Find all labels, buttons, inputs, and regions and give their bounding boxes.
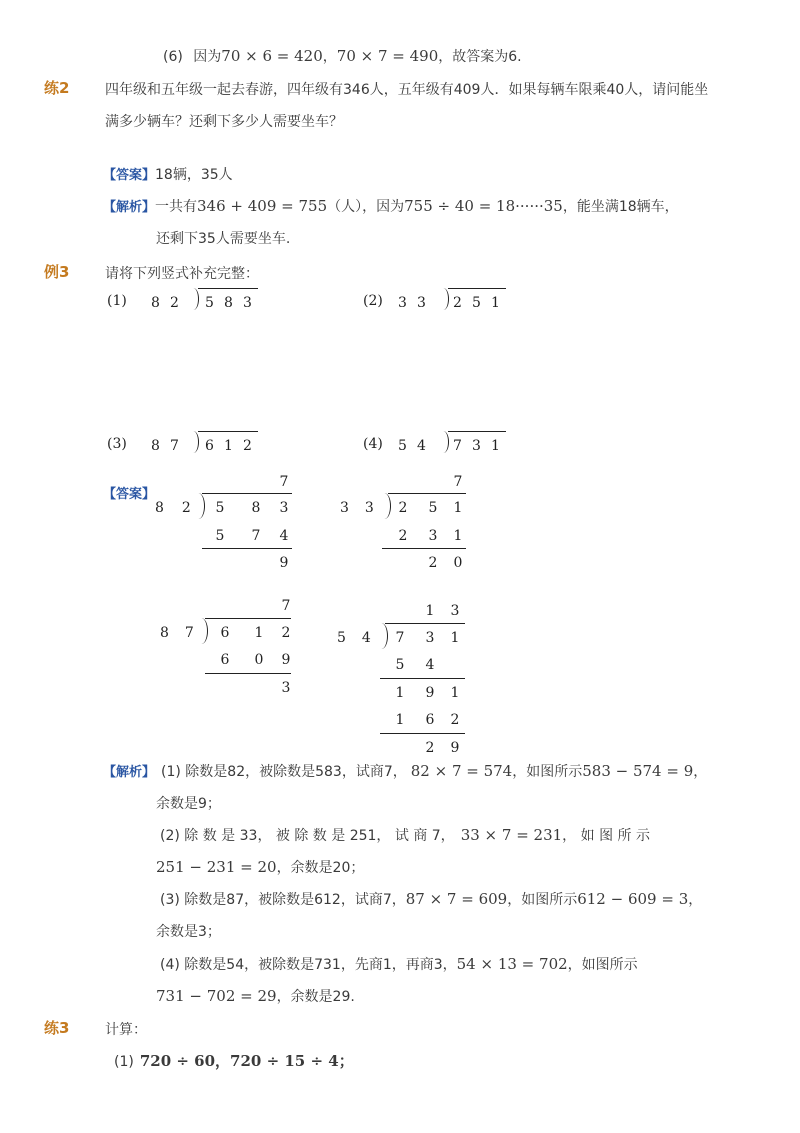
exercise-tag: 练2 (44, 79, 70, 97)
exercise-prompt: 计算： (105, 1022, 147, 1038)
subtraction-line (380, 678, 465, 679)
analysis-line-2: 余数是9； (156, 796, 221, 812)
digit: 3 (279, 500, 289, 516)
solution-row (385, 712, 465, 728)
digit: 5 (395, 657, 405, 673)
problem-divisor (146, 438, 184, 454)
subtraction-line (382, 548, 466, 549)
solution-row (202, 555, 294, 571)
digit: 5 (472, 295, 481, 311)
division-bracket (199, 618, 208, 644)
digit: 3 (417, 295, 426, 311)
problem-dividend (200, 438, 257, 454)
digit: 5 (398, 438, 407, 454)
analysis-line (160, 889, 702, 909)
digit: 1 (450, 630, 460, 646)
digit (208, 680, 242, 696)
solution-row (202, 528, 294, 544)
problem-divisor (393, 295, 431, 311)
text-segment: 一共有 (155, 199, 198, 215)
solution-dividend (202, 500, 294, 516)
digit: 3 (340, 500, 349, 516)
problem-label: (1) (107, 293, 127, 309)
item-6-line (163, 46, 522, 66)
solution-divisor (337, 630, 371, 646)
problem-label: (3) (107, 436, 127, 452)
problem-dividend (200, 295, 257, 311)
math-expression: 87 × 7 = 609 (405, 890, 508, 908)
text-segment: ， (693, 764, 708, 780)
problem-divisor (393, 438, 431, 454)
division-bar (202, 493, 292, 494)
digit (238, 474, 274, 490)
digit (418, 474, 448, 490)
example-tag: 例3 (44, 263, 70, 281)
digit: 3 (425, 630, 435, 646)
digit (385, 603, 415, 619)
analysis-line (156, 986, 355, 1006)
text-segment: ，如图所示 (512, 764, 583, 780)
digit: 1 (425, 603, 435, 619)
subtraction-line (205, 673, 291, 674)
subtraction-line (202, 548, 292, 549)
math-expression: 54 × 13 = 702 (456, 955, 568, 973)
text-segment: ，余数是20； (276, 860, 365, 876)
digit: 7 (453, 474, 463, 490)
text-segment: 因为 (193, 49, 222, 65)
subtraction-line (380, 733, 465, 734)
analysis-line (160, 954, 638, 974)
analysis-tag: 【解析】 (103, 765, 156, 780)
digit: 1 (395, 712, 405, 728)
solution-row (385, 685, 465, 701)
math-expression: 583 − 574 = 9 (582, 762, 694, 780)
digit: 0 (453, 555, 463, 571)
digit: 9 (279, 555, 289, 571)
digit: 6 (425, 712, 435, 728)
digit: 7 (395, 630, 405, 646)
solution-row (388, 555, 468, 571)
problem-divisor (146, 295, 184, 311)
solution-quotient (385, 603, 465, 619)
solution-row (385, 740, 465, 756)
digit (242, 598, 276, 614)
digit: 1 (254, 625, 264, 641)
digit: 3 (243, 295, 252, 311)
analysis-tag: 【解析】 (103, 200, 156, 215)
digit: 1 (450, 685, 460, 701)
text-segment: ，故答案为6. (438, 49, 522, 65)
digit: 3 (472, 438, 481, 454)
division-bar (198, 288, 258, 289)
digit: 3 (281, 680, 291, 696)
math-expression: 731 − 702 = 29 (156, 987, 277, 1005)
division-bar (388, 493, 466, 494)
math-expression: 33 × 7 = 231 (460, 826, 563, 844)
math-expression: 70 × 7 = 490 (336, 47, 439, 65)
math-expression: 720 ÷ 60，720 ÷ 15 ÷ 4； (139, 1052, 354, 1070)
digit: 6 (220, 652, 230, 668)
text-segment: (2) 除 数 是 33， 被 除 数 是 251， 试 商 7， (160, 828, 455, 844)
division-bar (198, 431, 258, 432)
analysis-line (103, 761, 707, 781)
digit: 1 (224, 438, 233, 454)
digit: 2 (425, 740, 435, 756)
problem-dividend (448, 295, 505, 311)
digit: 2 (181, 500, 191, 516)
problem-text-line: 四年级和五年级一起去春游，四年级有346人，五年级有409人．如果每辆车限乘40人，请问能坐 (105, 82, 709, 98)
analysis-line-2: 还剩下35人需要坐车. (156, 231, 291, 247)
text-segment: ， (322, 49, 337, 65)
exercise-tag: 练3 (44, 1019, 70, 1037)
digit: 5 (215, 500, 225, 516)
digit: 8 (151, 438, 160, 454)
answer-text: 18辆，35人 (155, 167, 233, 183)
digit: 7 (453, 438, 462, 454)
text-segment: ，能坐满18辆车， (562, 199, 679, 215)
digit (202, 474, 238, 490)
digit: 7 (184, 625, 194, 641)
digit: 1 (395, 685, 405, 701)
digit: 9 (425, 685, 435, 701)
digit: 1 (453, 500, 463, 516)
problem-label: (2) (363, 293, 383, 309)
digit: 3 (450, 603, 460, 619)
digit: 2 (398, 500, 408, 516)
text-segment: (3) 除数是87，被除数是612，试商7， (160, 892, 406, 908)
division-bracket (190, 288, 199, 310)
solution-quotient (208, 598, 296, 614)
digit: 5 (337, 630, 346, 646)
analysis-line-2: 余数是3； (156, 924, 221, 940)
text-segment: ，余数是29. (276, 989, 355, 1005)
digit: 2 (170, 295, 179, 311)
digit: 9 (450, 740, 460, 756)
digit (238, 555, 274, 571)
digit (388, 555, 418, 571)
text-segment: ， 如 图 所 示 (562, 828, 650, 844)
division-bar (385, 623, 465, 624)
digit: 7 (281, 598, 291, 614)
digit (208, 598, 242, 614)
text-segment: ，如图所示 (567, 957, 638, 973)
solution-divisor (340, 500, 374, 516)
digit: 8 (251, 500, 261, 516)
solution-row (208, 652, 296, 668)
division-bar (448, 431, 506, 432)
math-expression: 70 × 6 = 420 (221, 47, 323, 65)
digit: 3 (364, 500, 374, 516)
digit: 4 (425, 657, 435, 673)
example-prompt: 请将下列竖式补充完整： (105, 266, 259, 282)
digit: 7 (279, 474, 289, 490)
text-segment: ，如图所示 (507, 892, 578, 908)
division-bar (205, 618, 291, 619)
text-segment: (1) 除数是82，被除数是583，试商7， (161, 764, 407, 780)
digit: 8 (155, 500, 164, 516)
solution-dividend (388, 500, 468, 516)
digit (242, 680, 276, 696)
digit: 7 (170, 438, 179, 454)
digit: 9 (281, 652, 291, 668)
text-segment: ， (688, 892, 703, 908)
math-expression: 755 ÷ 40 = 18······35 (404, 197, 563, 215)
digit: 6 (205, 438, 214, 454)
digit: 3 (398, 295, 407, 311)
digit (445, 657, 465, 673)
math-expression: 612 − 609 = 3 (577, 890, 689, 908)
problem-dividend (448, 438, 505, 454)
solution-row (388, 528, 468, 544)
text-segment: (4) 除数是54，被除数是731，先商1，再商3， (160, 957, 457, 973)
digit: 7 (251, 528, 261, 544)
problem-text-line: 满多少辆车？还剩下多少人需要坐车？ (105, 114, 343, 130)
digit: 3 (428, 528, 438, 544)
digit: 4 (361, 630, 371, 646)
solution-quotient (202, 474, 294, 490)
answer-tag: 【答案】 (103, 487, 156, 502)
digit: 8 (224, 295, 233, 311)
division-bracket (190, 431, 199, 453)
digit (202, 555, 238, 571)
answer-tag: 【答案】 (103, 168, 156, 183)
solution-dividend (385, 630, 465, 646)
problem-label: (4) (363, 436, 383, 452)
math-expression: 251 − 231 = 20 (156, 858, 277, 876)
item-label: (6) (163, 49, 183, 65)
digit: 2 (450, 712, 460, 728)
digit: 2 (243, 438, 252, 454)
solution-divisor (155, 500, 191, 516)
division-bar (448, 288, 506, 289)
digit: 5 (428, 500, 438, 516)
solution-dividend (208, 625, 296, 641)
math-expression: 82 × 7 = 574 (410, 762, 513, 780)
exercise-item (114, 1050, 354, 1071)
solution-divisor (160, 625, 194, 641)
digit: 2 (453, 295, 462, 311)
solution-row (208, 680, 296, 696)
digit: 5 (205, 295, 214, 311)
solution-row (385, 657, 465, 673)
digit: 8 (151, 295, 160, 311)
digit (388, 474, 418, 490)
digit: 4 (417, 438, 426, 454)
digit: 2 (428, 555, 438, 571)
digit: 8 (160, 625, 169, 641)
item-label: (1) (114, 1054, 134, 1070)
digit: 1 (491, 438, 500, 454)
analysis-line (103, 196, 679, 216)
digit: 1 (453, 528, 463, 544)
digit: 6 (220, 625, 230, 641)
analysis-line (156, 857, 364, 877)
math-expression: 346 + 409 = 755 (197, 197, 328, 215)
digit: 4 (279, 528, 289, 544)
text-segment: （人），因为 (327, 199, 405, 215)
digit: 1 (491, 295, 500, 311)
digit: 0 (254, 652, 264, 668)
digit: 2 (281, 625, 291, 641)
answer-line (103, 164, 233, 184)
solution-quotient (388, 474, 468, 490)
digit (385, 740, 415, 756)
analysis-line (160, 825, 650, 845)
digit: 5 (215, 528, 225, 544)
digit: 2 (398, 528, 408, 544)
